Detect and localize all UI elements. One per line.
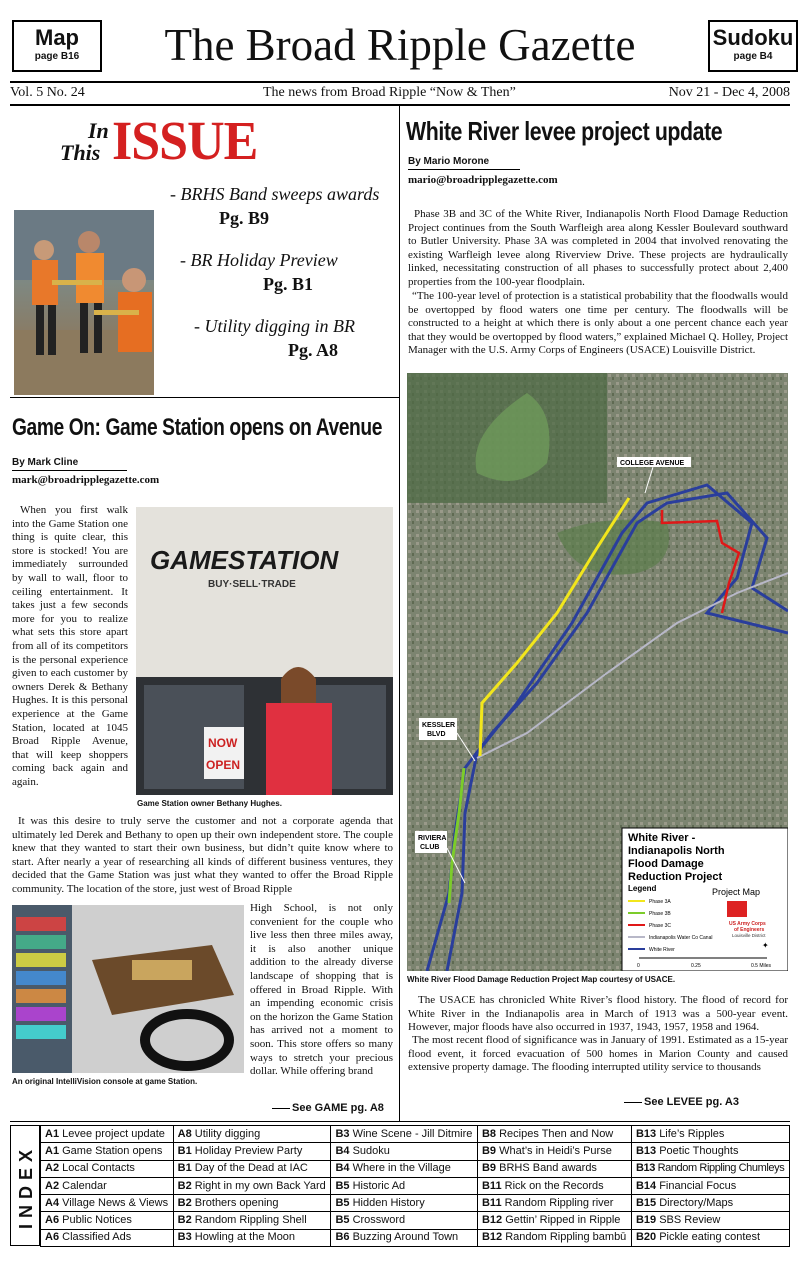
index-entry[interactable]: A2 Local Contacts	[41, 1160, 174, 1177]
intellivision-console-photo	[12, 905, 244, 1073]
index-entry[interactable]: B11 Random Rippling river	[477, 1195, 631, 1212]
index-entry[interactable]: B5 Historic Ad	[331, 1177, 478, 1194]
index-row	[41, 1143, 790, 1160]
index-entry[interactable]: B5 Hidden History	[331, 1195, 478, 1212]
legend-title-1: White River -	[628, 832, 696, 844]
index-entry[interactable]: A6 Classified Ads	[41, 1229, 174, 1246]
levee-para-1: Phase 3B and 3C of the White River, Indianapolis North Flood Damage Reduction Project continues from the South Warfleigh area along Kessler Boulevard southward to Butler University. Phase 3A was completed in 2004 that involved renovating the existing Warfleigh levee along Riverview Drive. These projects are hydraulically linked, necessitating construction of all phases to successfully protect about 2,400 properties from the 100-year floodplain.	[408, 208, 788, 288]
map-label-blvd: BLVD	[427, 731, 446, 738]
index-entry[interactable]: B3 Howling at the Moon	[173, 1229, 331, 1246]
levee-byline: By Mario Morone	[408, 156, 490, 167]
teaser-3[interactable]: - Utility digging in BR	[194, 316, 355, 336]
index-entry[interactable]: B11 Rick on the Records	[477, 1177, 631, 1194]
map-caption: White River Flood Damage Reduction Project Map courtesy of USACE.	[407, 975, 676, 984]
index-entry[interactable]: B9 What’s in Heidi’s Purse	[477, 1143, 631, 1160]
index-entry[interactable]: A6 Public Notices	[41, 1212, 174, 1229]
game-headline[interactable]: Game On: Game Station opens on Avenue	[12, 414, 382, 441]
masthead-rule-top	[10, 81, 790, 83]
band-photo	[14, 210, 154, 395]
in-this-issue-in: In	[88, 118, 109, 143]
index-entry[interactable]: B12 Random Rippling bambū	[477, 1229, 631, 1246]
index-entry[interactable]: B19 SBS Review	[631, 1212, 789, 1229]
map-box-page: page B16	[34, 51, 80, 62]
sudoku-box-label: Sudoku	[712, 25, 794, 50]
legend-item-river: White River	[649, 947, 675, 953]
levee-para-4: The most recent flood of significance was in January of 1991. Estimated as a 15-year flood event, it forced evacuation of 500 homes in Marion County and caused extensive property damage. The flooding interrupted utility service to thousands	[408, 1034, 788, 1074]
index-entry[interactable]: B1 Day of the Dead at IAC	[173, 1160, 331, 1177]
index-entry[interactable]: B8 Recipes Then and Now	[477, 1126, 631, 1143]
storefront-sign-sub: BUY·SELL·TRADE	[208, 579, 296, 590]
index-entry[interactable]: B14 Financial Focus	[631, 1177, 789, 1194]
corps-label-1: US Army Corps	[729, 921, 766, 927]
army-corps-logo	[727, 901, 747, 917]
map-label-riviera: RIVIERA	[418, 835, 447, 842]
sudoku-box[interactable]	[708, 20, 798, 72]
legend-heading: Legend	[628, 884, 657, 893]
flood-map-illustration	[407, 373, 788, 971]
index-label-text: INDEX	[16, 1144, 36, 1230]
index-entry[interactable]: B6 Buzzing Around Town	[331, 1229, 478, 1246]
teaser-2-page: Pg. B1	[263, 274, 314, 294]
game-station-storefront-photo	[136, 507, 393, 795]
band-photo-illustration	[14, 210, 154, 395]
map-label-club: CLUB	[420, 844, 440, 851]
teaser-3-page: Pg. A8	[288, 340, 339, 360]
map-label-college: COLLEGE AVENUE	[620, 460, 685, 467]
teaser-2[interactable]: - BR Holiday Preview	[180, 250, 338, 270]
in-this-issue-this: This	[60, 140, 101, 165]
index-entry[interactable]: B2 Random Rippling Shell	[173, 1212, 331, 1229]
north-arrow-icon: ✦	[762, 941, 769, 950]
levee-email[interactable]: mario@broadripplegazette.com	[408, 174, 558, 186]
index-row	[41, 1229, 790, 1246]
game-byline-rule	[12, 470, 127, 471]
index-top-rule	[10, 1121, 790, 1122]
map-legend	[622, 828, 788, 971]
index-entry[interactable]: B2 Right in my own Back Yard	[173, 1177, 331, 1194]
index-entry[interactable]: B4 Sudoku	[331, 1143, 478, 1160]
info-bar	[10, 84, 790, 102]
index-entry[interactable]: B2 Brothers opening	[173, 1195, 331, 1212]
levee-headline[interactable]: White River levee project update	[406, 116, 723, 146]
game-para-3: High School, is not only convenient for the couple who live less then three miles away, it is also another unique addition to the already diverse landscape of shopping that is offered in Broad Ripple. With an impending economic crisis on the horizon the Game Station has arrived not a moment to soon. This store offers so many ways to stretch your precious dollar. While offering brand	[250, 902, 393, 1078]
legend-title-3: Flood Damage	[628, 858, 704, 870]
index-label	[10, 1125, 40, 1246]
index-row	[41, 1177, 790, 1194]
column-divider	[399, 106, 400, 1121]
index-entry[interactable]: B20 Pickle eating contest	[631, 1229, 789, 1246]
index-entry[interactable]: A1 Levee project update	[41, 1126, 174, 1143]
teaser-1-page: Pg. B9	[219, 208, 270, 228]
index-entry[interactable]: B3 Wine Scene - Jill Ditmire	[331, 1126, 478, 1143]
index-entry[interactable]: B13 Poetic Thoughts	[631, 1143, 789, 1160]
index-row	[41, 1160, 790, 1177]
index-entry[interactable]: B5 Crossword	[331, 1212, 478, 1229]
console-illustration	[12, 905, 244, 1073]
game-jump-link[interactable]: See GAME pg. A8	[272, 1102, 384, 1114]
index-entry[interactable]: B13 Life’s Ripples	[631, 1126, 789, 1143]
index-row	[41, 1195, 790, 1212]
legend-title-2: Indianapolis North	[628, 845, 725, 857]
console-photo-caption: An original IntelliVision console at game Station.	[12, 1077, 198, 1086]
map-box[interactable]	[12, 20, 102, 72]
index-entry[interactable]: A1 Game Station opens	[41, 1143, 174, 1160]
index-entry[interactable]: B9 BRHS Band awards	[477, 1160, 631, 1177]
map-box-label: Map	[35, 25, 79, 50]
scale-0: 0	[637, 963, 640, 969]
corps-label-2: of Engineers	[734, 927, 765, 933]
tagline: The news from Broad Ripple “Now & Then”	[263, 85, 516, 100]
index-entry[interactable]: B4 Where in the Village	[331, 1160, 478, 1177]
legend-item-3c: Phase 3C	[649, 923, 671, 929]
issue-date: Nov 21 - Dec 4, 2008	[668, 85, 790, 100]
index-entry[interactable]: A8 Utility digging	[173, 1126, 331, 1143]
game-byline: By Mark Cline	[12, 457, 79, 468]
index-row	[41, 1212, 790, 1229]
game-email[interactable]: mark@broadripplegazette.com	[12, 474, 160, 486]
owner-photo-caption: Game Station owner Bethany Hughes.	[137, 799, 282, 808]
index-entry[interactable]: B15 Directory/Maps	[631, 1195, 789, 1212]
index-entry[interactable]: B1 Holiday Preview Party	[173, 1143, 331, 1160]
window-sign-open: OPEN	[206, 758, 241, 772]
legend-item-3a: Phase 3A	[649, 899, 671, 905]
window-sign-now: NOW	[208, 736, 238, 750]
section-divider	[10, 397, 399, 398]
in-this-issue-heading: ISSUE	[112, 111, 258, 172]
masthead-rule-bottom	[10, 104, 790, 106]
index-entry[interactable]: A4 Village News & Views	[41, 1195, 174, 1212]
scale-1: 0.25	[691, 963, 701, 969]
index-table	[40, 1125, 790, 1247]
legend-project-map-label: Project Map	[712, 887, 761, 897]
legend-title-4: Reduction Project	[628, 871, 723, 883]
index-row	[41, 1126, 790, 1143]
legend-item-3b: Phase 3B	[649, 911, 671, 917]
volume-number: Vol. 5 No. 24	[10, 85, 85, 100]
newspaper-title: The Broad Ripple Gazette	[164, 20, 636, 70]
levee-para-3: The USACE has chronicled White River’s flood history. The flood of record for White River in the Indianapolis area in March of 1913 was a 500-year event. However, major floods have also occurred in 1937, 1943, 1957, 1958 and 1964.	[408, 994, 788, 1034]
index-entry[interactable]: B13 Random Rippling Chumleys	[631, 1160, 789, 1177]
index-entry[interactable]: A2 Calendar	[41, 1177, 174, 1194]
index-entry[interactable]: B12 Gettin’ Ripped in Ripple	[477, 1212, 631, 1229]
flood-project-map	[407, 373, 788, 971]
storefront-sign: GAMESTATION	[150, 545, 339, 575]
storefront-illustration	[136, 507, 393, 795]
map-label-kessler: KESSLER	[422, 722, 456, 729]
corps-label-3: Louisville District	[732, 933, 766, 938]
teaser-1[interactable]: - BRHS Band sweeps awards	[170, 184, 380, 204]
sudoku-box-page: page B4	[733, 51, 773, 62]
levee-jump-link[interactable]: See LEVEE pg. A3	[624, 1096, 739, 1108]
game-para-1: When you first walk into the Game Station one thing is quite clear, this store is stocked! You are immediately surrounded by wall to wall, floor to ceiling entertainment. It takes just a few seconds more for you to realize what sets this store apart from all of its competitors is the personal experience given to each customer by owners Derek & Bethany Hughes. It is this personal experience at the Game Station, located at 1045 Broad Ripple Avenue, that will keep shoppers coming back again and again.	[12, 504, 128, 788]
game-para-2: It was this desire to truly serve the customer and not a corporate agenda that ultimately led Derek and Bethany to open up their own independent store. The couple knew that they wanted to start their own business, but didn’t quite know where to start. After nearly a year of researching all kinds of different business ventures, they decided that the Game Station was just what they wanted to offer the Broad Ripple community. The location of the store, just west of Broad Ripple	[12, 815, 393, 895]
levee-para-2: “The 100-year level of protection is a statistical probability that the floodwalls would be overtopped by flood waters one time per century. The floodwalls will be constructed to a height at which there is only about a one percent chance each year that they would be overtopped by flood waters,” explained Michael Q. Holley, Project Manager with the U.S. Army Corps of Engineers (USACE) Louisville District.	[408, 290, 788, 357]
scale-2: 0.5 Miles	[751, 963, 772, 969]
legend-item-canal: Indianapolis Water Co Canal	[649, 935, 713, 941]
levee-byline-rule	[408, 169, 520, 170]
